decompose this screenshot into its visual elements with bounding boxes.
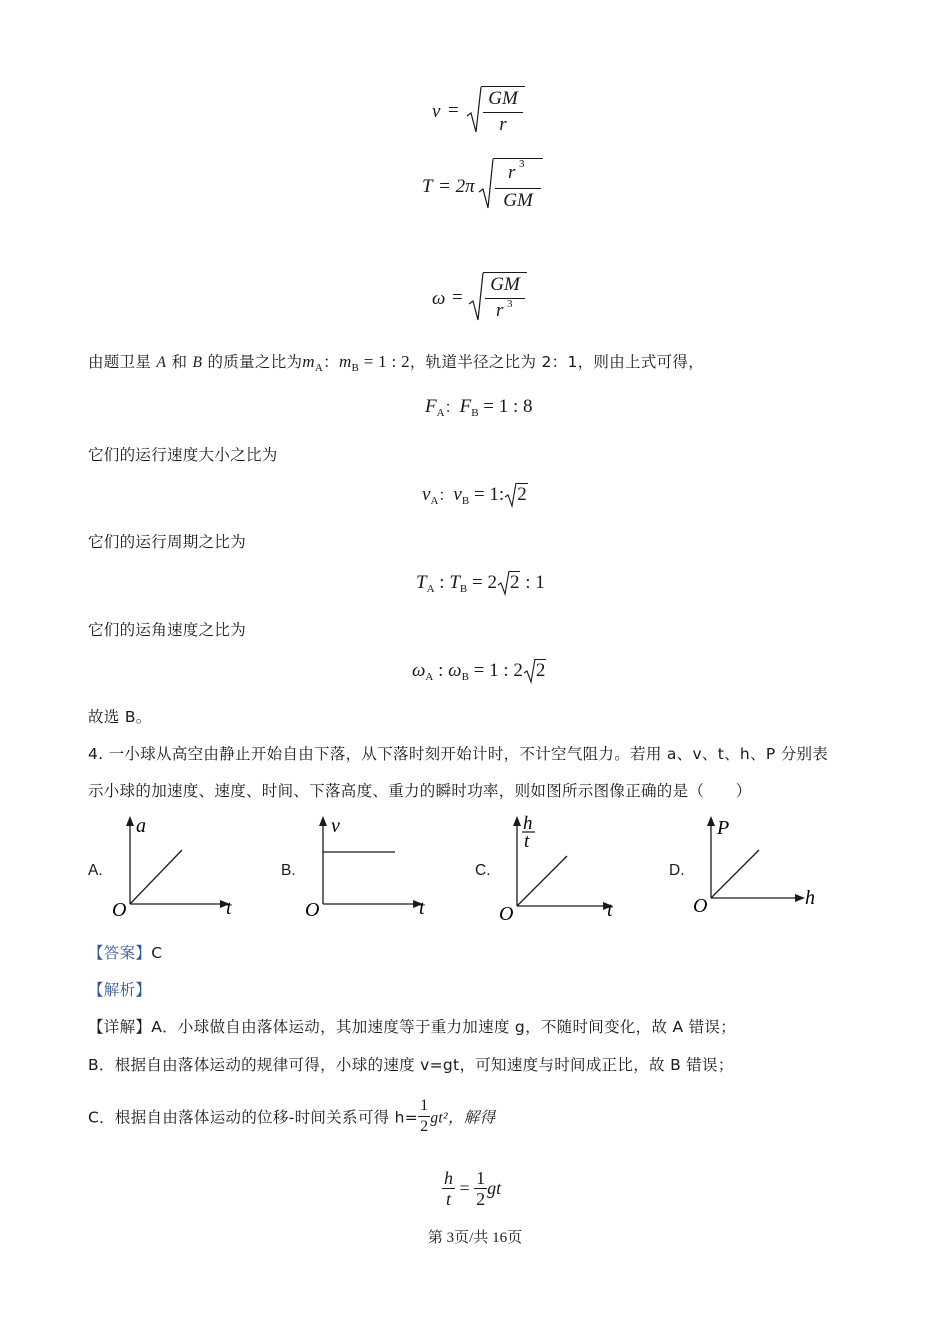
fraction-half <box>474 1168 487 1209</box>
formula-T-lhs: T <box>422 176 433 197</box>
origin-label: O <box>499 903 514 924</box>
arrow-right-icon <box>795 894 805 902</box>
text-span: h <box>444 1168 453 1188</box>
radical-sign-icon <box>504 482 517 508</box>
answer-value: C <box>151 944 163 962</box>
formula-v-num: GM <box>488 88 518 109</box>
text-span: A <box>314 362 324 374</box>
text-span: = 1 : 2 <box>359 352 410 371</box>
text-span: 2 <box>476 1189 486 1209</box>
text-span: = 1 : 2 <box>468 660 523 681</box>
formula-h-over-t <box>442 1168 501 1209</box>
text-span: F <box>459 396 472 417</box>
text-span: A <box>425 671 434 683</box>
text-span: B <box>459 583 468 595</box>
text-span: T <box>416 572 427 593</box>
y-axis-label: a <box>136 815 146 837</box>
formula-T-den: GM <box>503 190 533 211</box>
radical-sign-icon <box>497 570 510 596</box>
text-span: B <box>471 407 479 419</box>
graph-line <box>517 856 567 906</box>
text-span: v <box>422 484 431 505</box>
text-span: ω <box>448 660 462 681</box>
text-span: 1 <box>418 1096 430 1117</box>
detail-b-line: B．根据自由落体运动的规律可得，小球的速度 v=gt，可知速度与时间成正比，故 B 错误； <box>88 1056 734 1074</box>
formula-omega-den-exp: 3 <box>507 298 513 310</box>
formula-v-lhs: v <box>432 101 441 122</box>
formula-period <box>422 156 552 216</box>
text-span: B <box>192 354 203 371</box>
text-span: : 1 <box>520 572 545 593</box>
text-span: : <box>433 660 449 681</box>
text-span: v <box>453 484 462 505</box>
answer-tag: 【答案】 <box>88 944 152 962</box>
text-span: B <box>461 671 469 683</box>
text-span: A <box>436 407 445 419</box>
line-angular-ratio: 它们的运角速度之比为 <box>88 621 247 639</box>
conclusion-line: 故选 B。 <box>88 708 152 726</box>
y-axis-label-numerator: h <box>523 813 533 834</box>
text-span: m <box>338 352 352 371</box>
radical-sign-icon <box>523 658 536 684</box>
fraction <box>418 1096 430 1137</box>
text-span: : <box>434 572 450 593</box>
radical-sign-icon <box>466 86 482 136</box>
text-span: = 1 : 8 <box>478 396 533 417</box>
text-span: t <box>445 1189 451 1209</box>
formula-angular-velocity <box>432 270 532 330</box>
detail-c-line <box>88 1096 495 1146</box>
text-span: = <box>459 1178 470 1198</box>
y-axis-label-denominator: t <box>524 831 530 852</box>
x-axis-label: t <box>419 897 425 919</box>
option-d-graph <box>689 812 829 922</box>
text-span: = 2 <box>467 572 497 593</box>
option-a-graph <box>108 812 248 922</box>
text-span: A <box>430 495 439 507</box>
x-axis-label: t <box>607 899 613 921</box>
radical-sign-icon <box>468 272 484 324</box>
formula-period-ratio <box>416 572 545 595</box>
text-span: ： <box>444 400 460 416</box>
text-span: ： <box>323 353 339 371</box>
graph-line <box>711 850 759 898</box>
text-span: 2 <box>517 484 527 505</box>
formula-speed-ratio <box>422 484 528 507</box>
text-span: m <box>302 352 315 371</box>
text-span: = 1: <box>469 484 505 505</box>
formula-angular-ratio <box>412 660 546 683</box>
option-b-graph <box>301 812 441 922</box>
paragraph-mass-ratio <box>88 350 704 374</box>
formula-omega-den: r <box>496 300 504 321</box>
text-span: 2 <box>509 572 520 593</box>
formula-omega-num: GM <box>490 274 520 295</box>
text-span: 2 <box>420 1118 429 1135</box>
analysis-tag: 【解析】 <box>88 981 152 999</box>
fraction-h-t <box>442 1168 455 1209</box>
text-span: 的质量之比为 <box>202 353 303 371</box>
formula-force-ratio <box>425 396 533 419</box>
text-span: ω <box>412 660 426 681</box>
text-span: ，轨道半径之比为 2：1，则由上式可得， <box>409 353 705 371</box>
arrow-up-icon <box>319 816 327 826</box>
question-4-line-1: 4. 一小球从高空由静止开始自由下落，从下落时刻开始计时，不计空气阻力。若用 a、v、t、h、P 分别表 <box>88 745 829 763</box>
option-a-label: A. <box>88 862 103 879</box>
x-axis-label: t <box>226 897 232 919</box>
arrow-up-icon <box>126 816 134 826</box>
origin-label: O <box>305 899 320 921</box>
option-c-graph <box>495 812 635 924</box>
origin-label: O <box>112 899 127 921</box>
x-axis-label: h <box>805 887 815 909</box>
arrow-up-icon <box>513 816 521 826</box>
detail-a-line <box>88 1015 736 1037</box>
detail-a-text: A．小球做自由落体运动，其加速度等于重力加速度 g，不随时间变化，故 A 错误； <box>151 1018 737 1036</box>
formula-v-den: r <box>499 114 507 135</box>
formula-T-eq: = 2π <box>438 176 475 197</box>
text-span: 和 <box>166 353 193 371</box>
formula-T-num: r <box>508 162 516 183</box>
text-span: gt <box>487 1178 502 1198</box>
line-speed-ratio: 它们的运行速度大小之比为 <box>88 446 278 464</box>
text-span: B <box>351 362 360 374</box>
text-span: A <box>426 583 435 595</box>
formula-omega-eq: = <box>452 287 463 308</box>
text-span: ： <box>438 488 454 504</box>
text-span: B <box>461 495 470 507</box>
formula-T-num-exp: 3 <box>519 158 525 170</box>
text-span: T <box>449 572 460 593</box>
text-span: A <box>156 354 167 371</box>
origin-label: O <box>693 895 708 917</box>
radical-sign-icon <box>478 158 494 212</box>
question-4-line-2: 示小球的加速度、速度、时间、下落高度、重力的瞬时功率，则如图所示图像正确的是（ ） <box>88 782 752 800</box>
text-span: 2 <box>535 660 546 681</box>
option-b-label: B. <box>281 862 296 879</box>
formula-velocity <box>432 84 532 140</box>
line-period-ratio: 它们的运行周期之比为 <box>88 533 247 551</box>
text-span: 1 <box>476 1168 486 1188</box>
option-d-label: D. <box>669 862 685 879</box>
arrow-up-icon <box>707 816 715 826</box>
text-span: C．根据自由落体运动的位移-时间关系可得 h= <box>88 1108 419 1127</box>
y-axis-label: v <box>331 815 340 837</box>
graph-line <box>130 850 182 904</box>
answer-line <box>88 941 162 963</box>
y-axis-label: P <box>717 817 730 839</box>
page-footer: 第 3页/共 16页 <box>427 1230 523 1246</box>
text-span: F <box>425 396 437 417</box>
formula-v-eq: = <box>448 100 459 121</box>
option-c-label: C. <box>475 862 491 879</box>
text-span: gt²，解得 <box>430 1109 496 1127</box>
text-span: 由题卫星 <box>88 353 157 371</box>
formula-omega-lhs: ω <box>432 288 446 309</box>
detail-tag: 【详解】 <box>88 1018 152 1036</box>
